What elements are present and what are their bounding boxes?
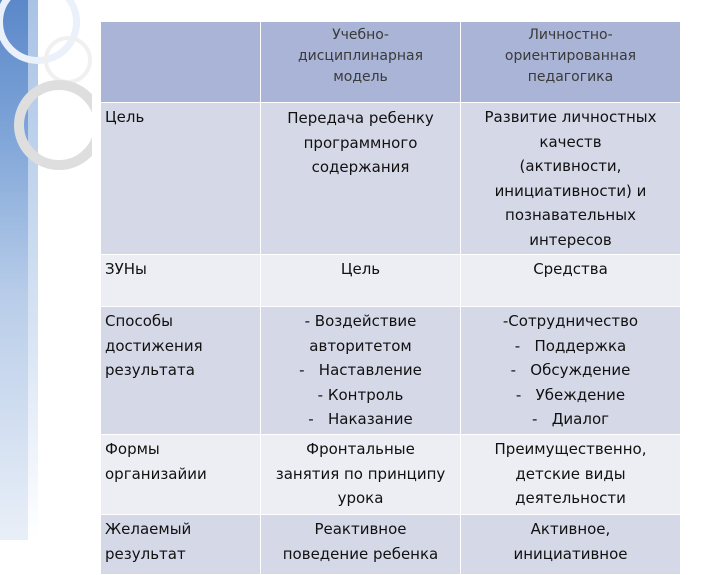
cell-text-line: Фронтальные xyxy=(306,440,415,458)
cell-disciplinary xyxy=(261,307,461,435)
cell-text-line: Цель xyxy=(340,260,381,278)
table-header-row xyxy=(101,22,681,103)
row-label-methods xyxy=(101,307,261,435)
cell-disciplinary xyxy=(261,103,461,255)
cell-text-line: интересов xyxy=(529,230,612,249)
row-label-text: ЗУНы xyxy=(105,260,147,278)
row-label-text: результата xyxy=(105,361,195,379)
decorative-side-panel xyxy=(0,0,92,540)
table-row xyxy=(101,515,681,575)
header-corner-cell xyxy=(101,22,261,103)
header-text-line: модель xyxy=(333,69,388,85)
cell-text-line: содержания xyxy=(311,158,410,176)
cell-text-line: Преимущественно, xyxy=(494,440,647,458)
header-cell-personal xyxy=(461,22,681,103)
header-cell-disciplinary xyxy=(261,22,461,103)
table-row xyxy=(101,255,681,307)
cell-text-line: -Сотрудничество xyxy=(502,312,639,330)
table-row xyxy=(101,435,681,515)
cell-text-line: занятия по принципу xyxy=(275,464,446,483)
cell-disciplinary xyxy=(261,255,461,307)
cell-personal xyxy=(461,103,681,255)
row-label-text: Цель xyxy=(105,108,145,126)
cell-text-line: качеств xyxy=(539,132,602,151)
cell-text-line: Средства xyxy=(533,260,608,278)
cell-text-line: (активности, xyxy=(519,157,622,175)
header-text-line: ориентированная xyxy=(504,48,637,64)
cell-personal xyxy=(461,515,681,575)
decorative-stripe-light xyxy=(28,0,38,540)
decorative-ring-icon xyxy=(44,36,92,84)
header-text-line: дисциплинарная xyxy=(297,48,424,64)
cell-text-line: познавательных xyxy=(505,206,636,224)
cell-text-line: деятельности xyxy=(515,489,626,507)
cell-text-line: - Воздействие xyxy=(304,312,417,330)
header-text-line: педагогика xyxy=(527,69,614,85)
row-label-text: Формы xyxy=(105,440,160,458)
cell-personal xyxy=(461,255,681,307)
row-label-forms xyxy=(101,435,261,515)
row-label-text: результат xyxy=(105,544,186,563)
cell-text-line: - Контроль xyxy=(317,385,404,404)
cell-text-line: Передача ребенку xyxy=(287,109,434,127)
cell-text-line: инициативное xyxy=(513,544,628,563)
row-label-text: Способы xyxy=(105,312,173,330)
comparison-table xyxy=(100,21,681,575)
cell-disciplinary xyxy=(261,515,461,575)
cell-disciplinary xyxy=(261,435,461,515)
cell-text-line: урока xyxy=(337,489,384,507)
cell-text-line: Развитие личностных xyxy=(484,108,657,126)
row-label-text: организайии xyxy=(105,464,207,483)
table-row xyxy=(101,307,681,435)
row-label-text: Желаемый xyxy=(105,520,192,538)
cell-personal xyxy=(461,435,681,515)
row-label-goal xyxy=(101,103,261,255)
cell-text-line: детские виды xyxy=(515,464,626,483)
row-label-zun xyxy=(101,255,261,307)
header-text-line: Личностно- xyxy=(528,27,613,43)
cell-text-line: инициативности) и xyxy=(494,181,647,200)
row-label-result xyxy=(101,515,261,575)
cell-text-line: - Поддержка xyxy=(514,336,627,355)
cell-personal xyxy=(461,307,681,435)
cell-text-line: программного xyxy=(303,133,418,152)
table-row xyxy=(101,103,681,255)
cell-text-line: - Наказание xyxy=(308,410,413,428)
cell-text-line: - Наставление xyxy=(299,361,422,379)
cell-text-line: - Диалог xyxy=(531,410,610,428)
header-text-line: Учебно- xyxy=(332,27,389,43)
cell-text-line: Активное, xyxy=(530,520,611,538)
cell-text-line: - Обсуждение xyxy=(510,361,631,379)
cell-text-line: поведение ребенка xyxy=(282,544,439,563)
cell-text-line: Реактивное xyxy=(314,520,407,538)
row-label-text: достижения xyxy=(105,336,203,355)
decorative-stripe xyxy=(0,0,28,540)
cell-text-line: авторитетом xyxy=(309,336,412,355)
cell-text-line: - Убеждение xyxy=(515,385,626,404)
